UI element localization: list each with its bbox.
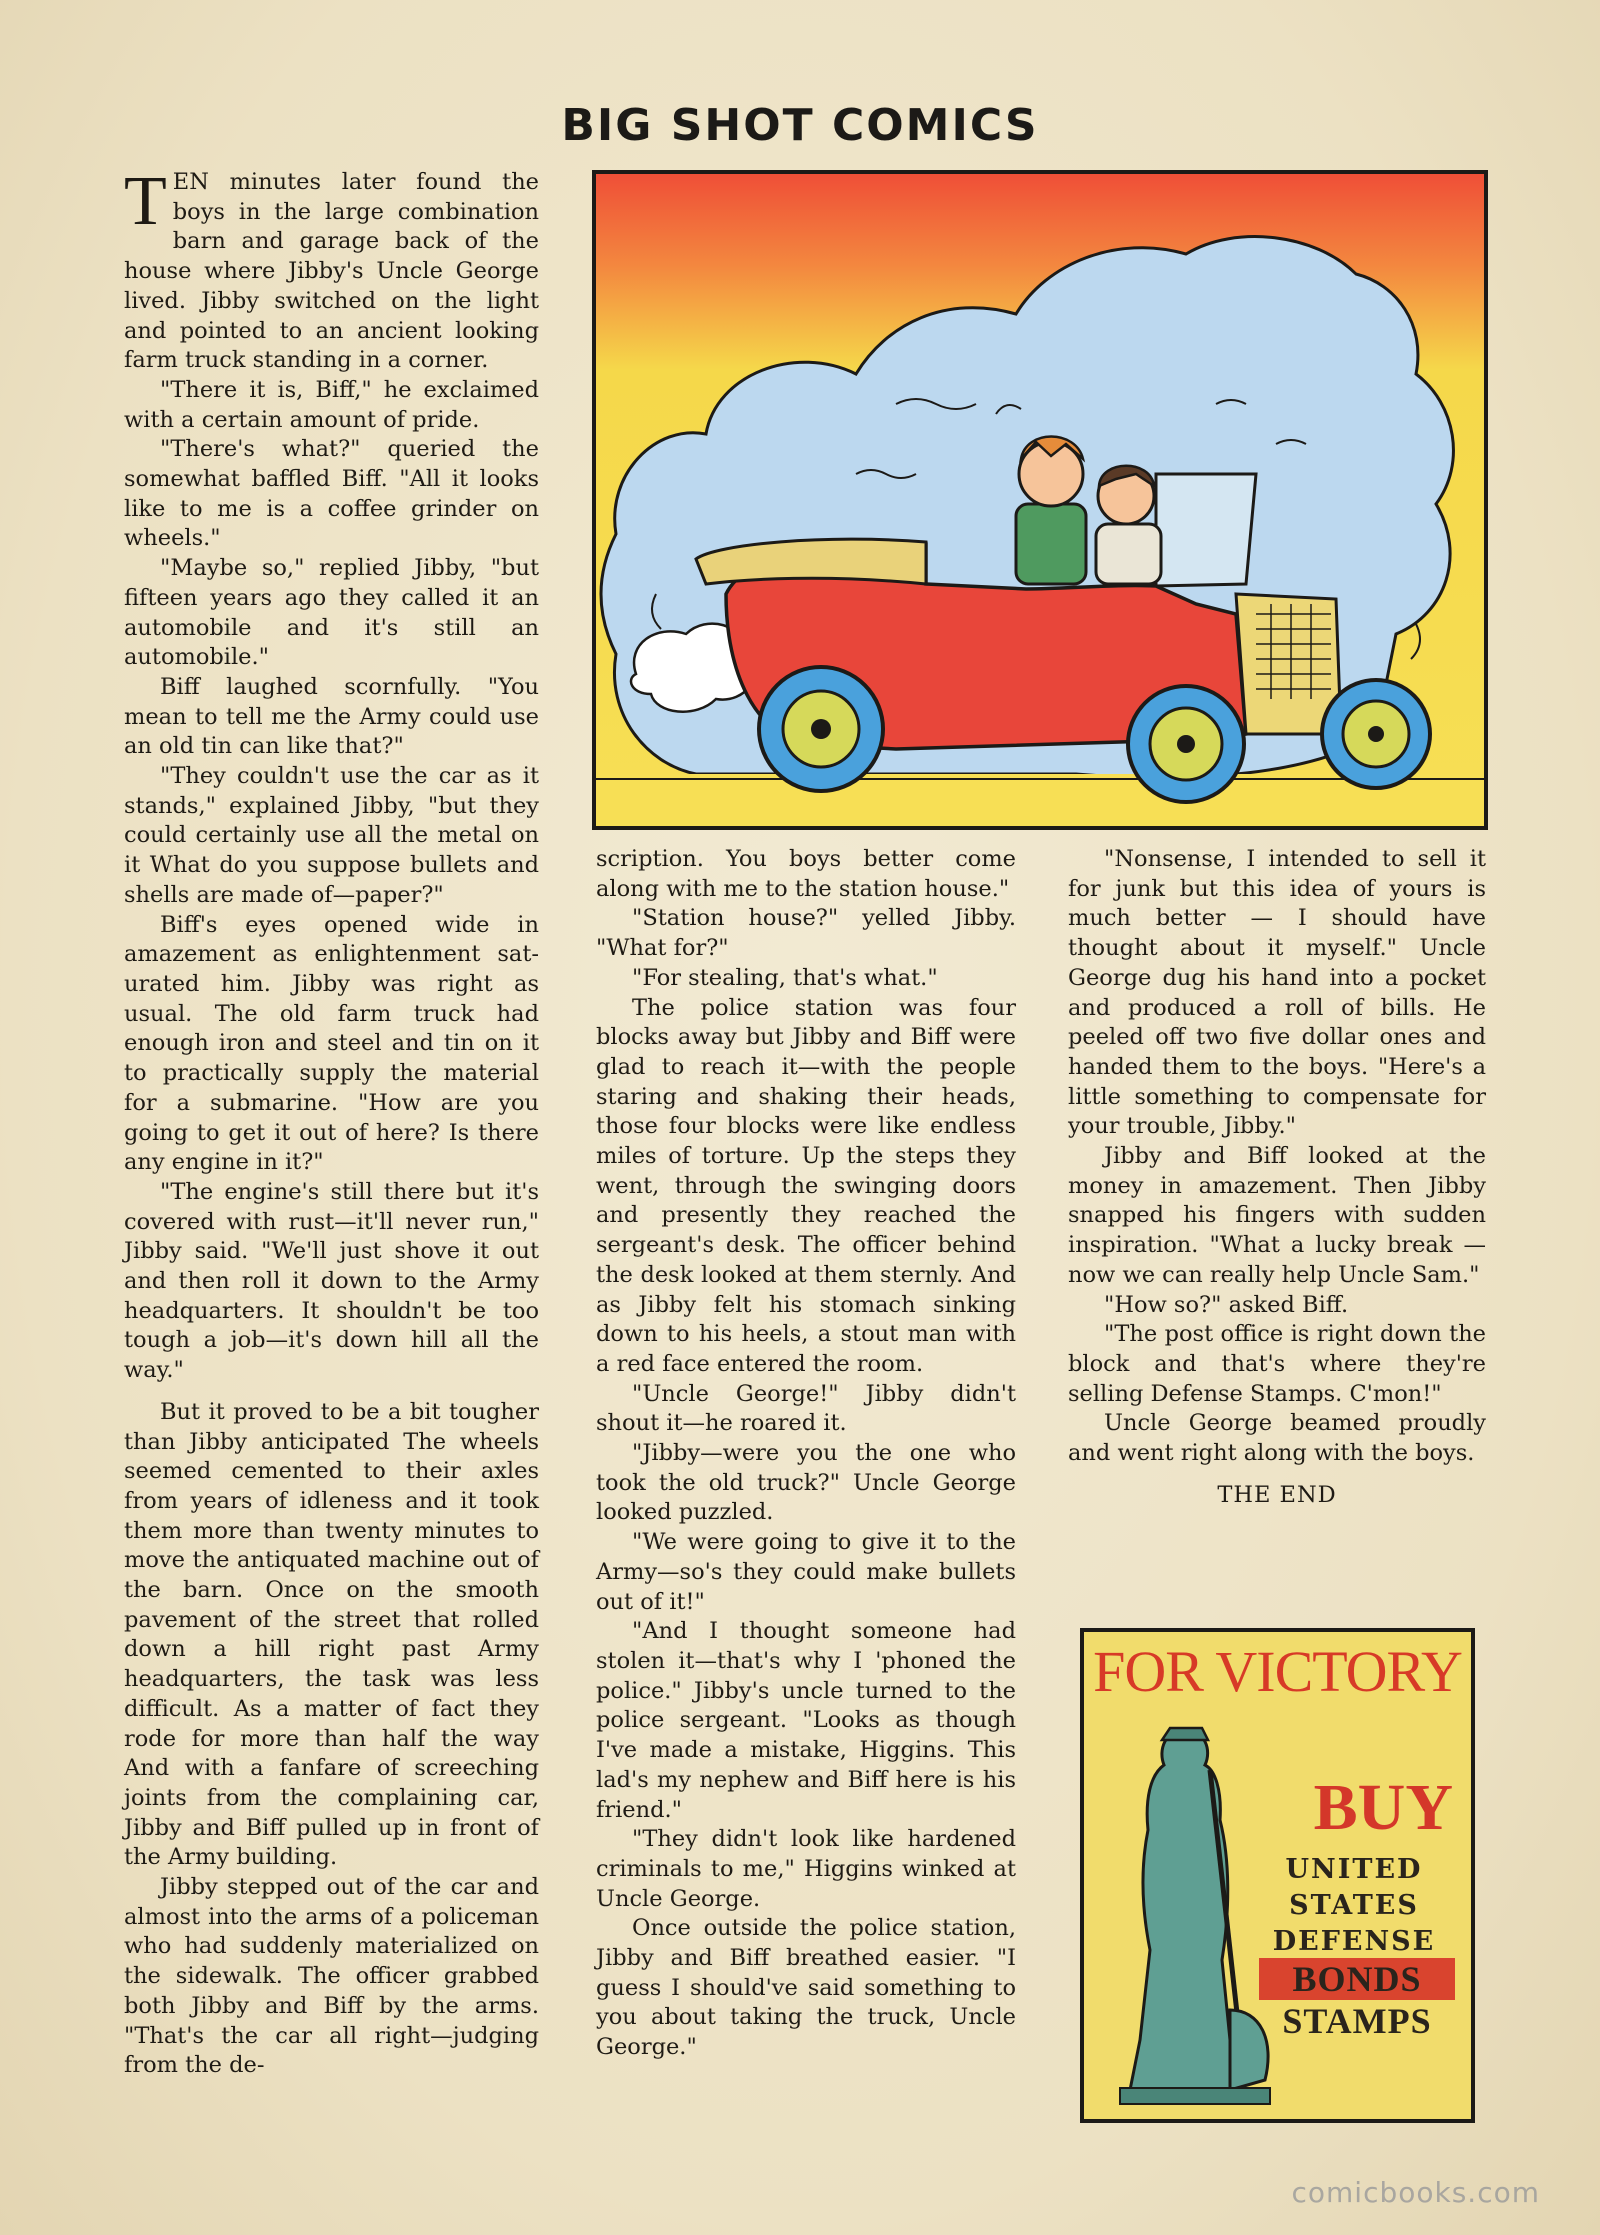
- poster-line-states: STATES: [1289, 1890, 1419, 1921]
- story-paragraph: "They didn't look like hardened criminals to me," Higgins winked at Uncle George.: [596, 1826, 1016, 1912]
- story-paragraph: The police station was four blocks away but Jibby and Biff were glad to reach it—with the people staring and shaking their heads, those four blocks were like endless miles of torture. Up the steps they went, through the swinging doors and presently they reached the sergeant's desk. The officer behind the desk looked at them sternly. And as Jibby felt his stomach sinking down to his heels, a stout man with a red face entered the room.: [596, 994, 1016, 1377]
- story-column-2: [596, 845, 1016, 2063]
- story-paragraph: "They couldn't use the car as it stands," explained Jibby, "but they could certainly use all the metal on it What do you suppose bullets and shells are made of—paper?": [124, 763, 539, 908]
- story-column-1: [124, 163, 539, 2081]
- front-wheel-2: [1322, 680, 1430, 788]
- story-paragraph: "The post office is right down the block and that's where they're selling Defense Stamps. C'mon!": [1068, 1321, 1486, 1407]
- drop-cap: T: [124, 163, 167, 240]
- story-opening-paragraph: [124, 163, 539, 376]
- story-paragraph: "Jibby—were you the one who took the old truck?" Uncle George looked puzzled.: [596, 1440, 1016, 1526]
- story-paragraph: "Maybe so," replied Jibby, "but fifteen years ago they called it an automobile and it's still an automobile.": [124, 555, 539, 671]
- story-paragraph: "The engine's still there but it's covered with rust—it'll never run," Jibby said. "We'll just shove it out and then roll it down to the Army headquarters. It shouldn't be too tough a job—it's down hill all the way.": [124, 1178, 539, 1384]
- story-paragraph: "There's what?" queried the somewhat baffled Biff. "All it looks like to me is a coffee grinder on wheels.": [124, 436, 539, 552]
- story-paragraph: Once outside the police station, Jibby and Biff breathed easier. "I guess I should've said something to you about taking the truck, Uncle George.": [596, 1915, 1016, 2061]
- masthead-title: BIG SHOT COMICS: [561, 100, 1039, 151]
- story-paragraph: "Nonsense, I intended to sell it for junk but this idea of yours is much better — I should have thought about it myself." Uncle George dug his hand into a pocket and produced a roll of bills. He peeled off two five dollar ones and handed them to the boys. "Here's a little something to compensate for your trouble, Jibby.": [1068, 846, 1486, 1140]
- poster-line-defense: DEFENSE: [1272, 1926, 1436, 1957]
- story-paragraph: Biff's eyes opened wide in amazement as enlightenment saturated him. Jibby was right as usual. The old farm truck had enough iron and steel and tin on it to practically supply the material for a submarine. "How are you going to get it out of here? Is there any engine in it?": [124, 911, 539, 1176]
- story-paragraph: "We were going to give it to the Army—so's they could make bullets out of it!": [596, 1529, 1016, 1615]
- poster-line-stamps: STAMPS: [1282, 2001, 1432, 2041]
- windshield: [1156, 474, 1256, 586]
- story-paragraph: Jibby and Biff looked at the money in amazement. Then Jibby snapped his fingers with sudden inspiration. "What a lucky break —now we can really help Uncle Sam.": [1068, 1143, 1486, 1288]
- story-paragraph: Jibby stepped out of the car and almost into the arms of a policeman who had suddenly materialized on the sidewalk. The officer grabbed both Jibby and Biff by the arms. "That's the car all right—judging from the de-: [124, 1874, 539, 2079]
- story-paragraph: "Station house?" yelled Jibby. "What for?": [596, 905, 1016, 962]
- poster-line-united: UNITED: [1285, 1854, 1423, 1885]
- the-end-label: THE END: [1217, 1481, 1337, 1508]
- poster-line-bonds: BONDS: [1259, 1958, 1455, 2000]
- defense-bonds-poster: [1080, 1628, 1475, 2123]
- boy-left: [1016, 437, 1086, 585]
- story-paragraph: But it proved to be a bit tougher than Jibby anticipated The wheels seemed cemented to their axles from years of idleness and it took them more than twenty minutes to move the antiquated machine out of the barn. Once on the smooth pavement of the street that rolled down a hill right past Army headquarters, the task was less difficult. As a matter of fact they rode for more than half the way And with a fanfare of screeching joints from the complaining car, Jibby and Biff pulled up in front of the Army building.: [124, 1398, 539, 1871]
- story-paragraph: Uncle George beamed proudly and went right along with the boys.: [1068, 1410, 1486, 1467]
- story-paragraph: "How so?" asked Biff.: [1104, 1291, 1349, 1318]
- story-paragraph: "There it is, Biff," he exclaimed with a certain amount of pride.: [124, 376, 539, 433]
- boy-right: [1096, 466, 1161, 584]
- story-paragraph: Biff laughed scornfully. "You mean to tell me the Army could use an old tin can like that?": [124, 673, 539, 760]
- story-opening-text: EN minutes later found the boys in the large combination barn and garage back of the house where Jibby's Uncle George lived. Jibby switched on the light and pointed to an ancient looking farm truck standing in a corner.: [124, 169, 539, 374]
- poster-buy: BUY: [1313, 1771, 1453, 1844]
- rear-wheel: [759, 667, 883, 791]
- comic-panel: [592, 170, 1488, 830]
- story-paragraph: "Uncle George!" Jibby didn't shout it—he roared it.: [596, 1380, 1016, 1437]
- story-paragraph: "And I thought someone had stolen it—that's why I 'phoned the police." Jibby's uncle turned to the police sergeant. "Looks as though I've made a mistake, Higgins. This lad's my nephew and Biff here is his friend.": [596, 1618, 1016, 1823]
- poster-title: FOR VICTORY: [1093, 1639, 1462, 1704]
- story-column-3: [1068, 845, 1486, 1510]
- story-paragraph: "For stealing, that's what.": [632, 964, 938, 991]
- front-wheel-1: [1128, 686, 1244, 802]
- watermark: comicbooks.com: [1291, 2176, 1540, 2209]
- story-paragraph: scription. You boys better come along with me to the station house.": [596, 846, 1016, 902]
- comic-panel-car-illustration: [596, 174, 1484, 826]
